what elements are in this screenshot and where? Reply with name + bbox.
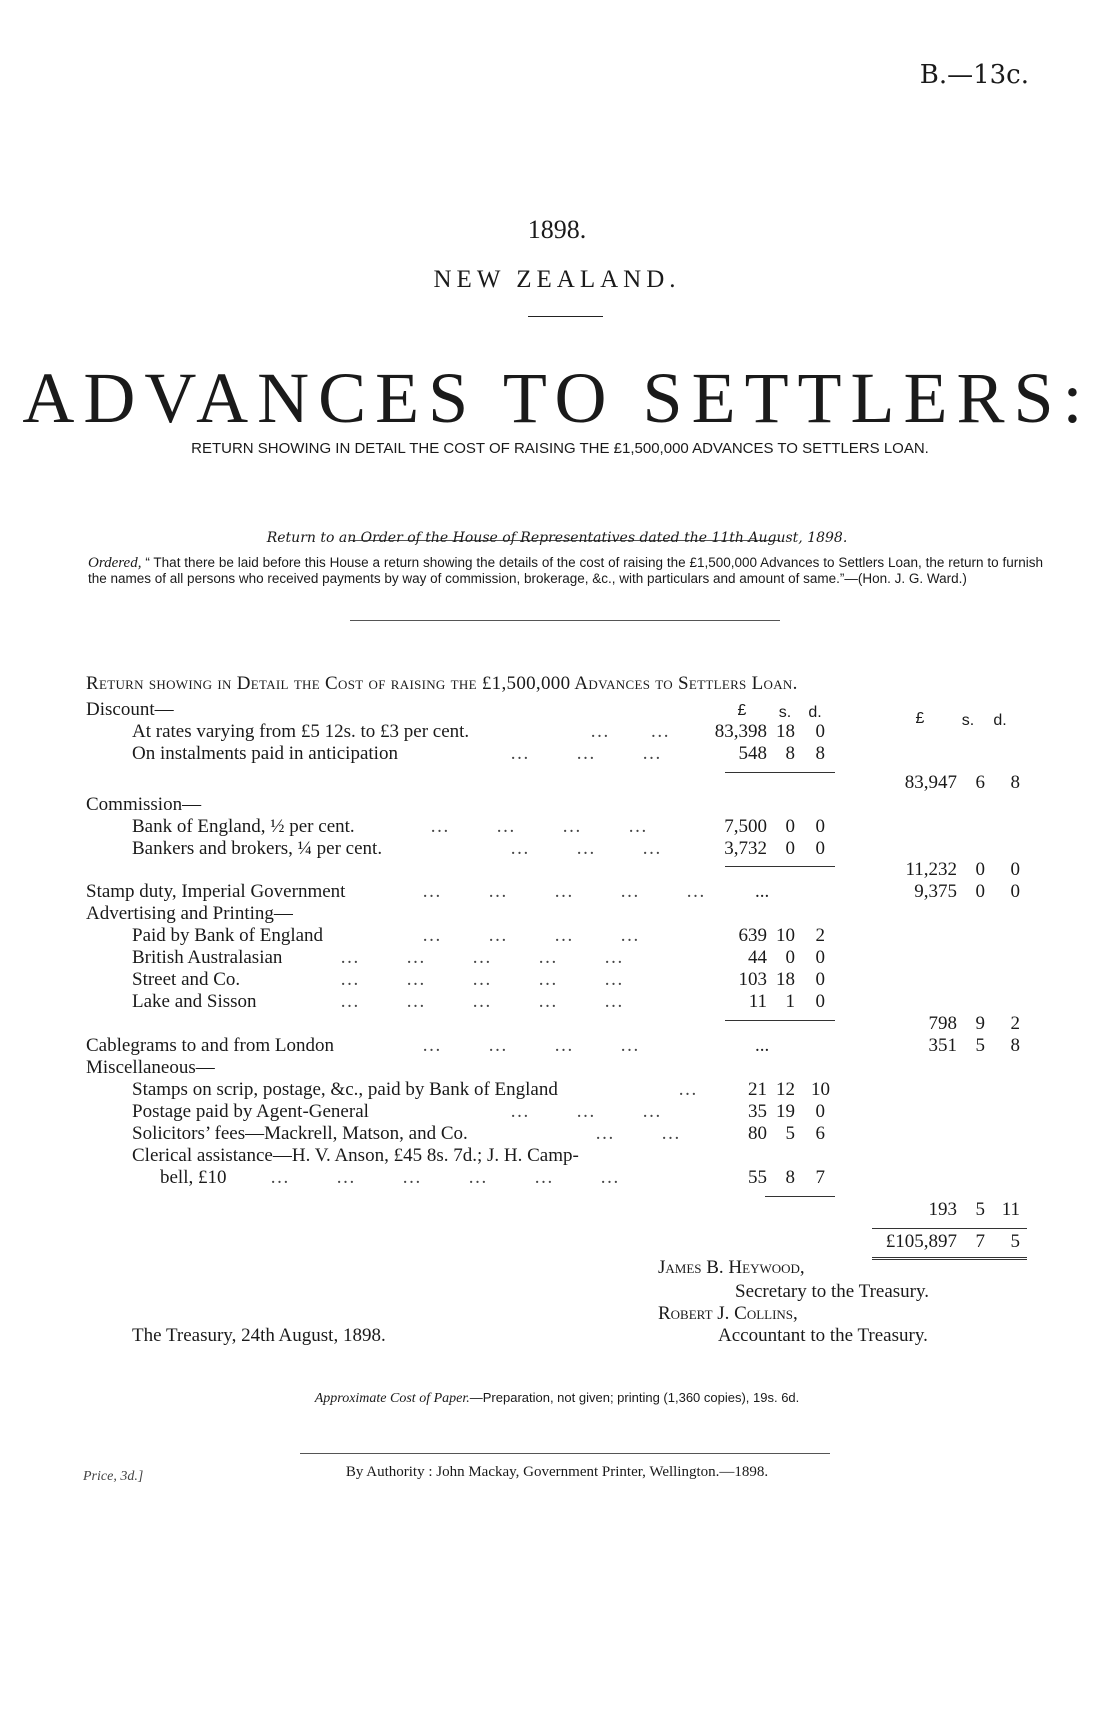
approximate-cost: Approximate Cost of Paper.—Preparation, not given; printing (1,360 copies), 19s. 6d. (314, 1390, 800, 1406)
col-header-shillings-total: s. (961, 712, 975, 729)
table-row-subtotal: 798 9 2 (928, 1013, 1020, 1034)
table-row: bell, £10 … … … … … … 55 8 7 (160, 1167, 825, 1188)
col-header-pence: d. (808, 704, 822, 721)
table-row: Bank of England, ½ per cent. … … … … 7,500 0 0 (132, 816, 825, 837)
document-country: NEW ZEALAND. (433, 266, 681, 293)
total-double-rule (872, 1257, 1027, 1260)
signatory-name-2: Robert J. Collins, (658, 1303, 798, 1324)
divider (528, 316, 603, 317)
document-reference: B.—13c. (919, 60, 1029, 90)
section-label-commission: Commission— (86, 794, 202, 815)
table-row-subtotal: 193 5 11 (928, 1199, 1020, 1220)
signatory-title-2: Accountant to the Treasury. (718, 1325, 928, 1346)
section-label-misc: Miscellaneous— (86, 1057, 215, 1078)
authority-line: By Authority : John Mackay, Government Printer, Wellington.—1898. (345, 1464, 769, 1480)
table-row: Cablegrams to and from London … … … … ... 351 5 8 (86, 1035, 1020, 1056)
table-heading: Return showing in Detail the Cost of raising the £1,500,000 Advances to Settlers Loan. (86, 673, 798, 694)
table-row: At rates varying from £5 12s. to £3 per cent. … … 83,398 18 0 (132, 721, 825, 742)
table-row: Stamps on scrip, postage, &c., paid by Bank of England … 21 12 10 (132, 1079, 830, 1100)
page-subtitle: RETURN SHOWING IN DETAIL THE COST OF RAISING THE £1,500,000 ADVANCES TO SETTLERS LOAN. (191, 440, 929, 457)
grand-total-row: £105,897 7 5 (885, 1231, 1020, 1252)
table-row: British Australasian … … … … … 44 0 0 (132, 947, 825, 968)
table-row: On instalments paid in anticipation … … … 548 8 8 (132, 743, 825, 764)
signatory-name-1: James B. Heywood, (658, 1257, 805, 1278)
table-row-subtotal: 11,232 0 0 (905, 859, 1020, 880)
col-header-pounds: £ (737, 702, 747, 719)
section-label-discount: Discount— (86, 699, 174, 720)
order-heading: Return to an Order of the House of Representatives dated the 11th August, 1898. (266, 530, 848, 546)
table-row: Street and Co. … … … … … 103 18 0 (132, 969, 825, 990)
page-title: ADVANCES TO SETTLERS: (22, 358, 1092, 438)
table-row: Clerical assistance—H. V. Anson, £45 8s. 7d.; J. H. Camp- (132, 1145, 579, 1166)
table-row: Bankers and brokers, ¼ per cent. … … … 3,732 0 0 (132, 838, 825, 859)
order-text: Ordered, “ That there be laid before this House a return showing the details of the cost of raising the £1,500,000 Advances to Settlers Loan, the return to furnish the names of all persons who received payments by way of commission, brokerage, &c., with particulars and amount of same.”—(Hon. J. G. Ward.) (88, 555, 1043, 586)
divider (300, 1453, 830, 1454)
signatory-title-1: Secretary to the Treasury. (735, 1281, 929, 1302)
table-row: Postage paid by Agent-General … … … 35 19 0 (132, 1101, 825, 1122)
col-header-pence-total: d. (993, 712, 1007, 729)
col-header-pounds-total: £ (915, 710, 925, 727)
section-label-advertising: Advertising and Printing— (86, 903, 293, 924)
subtotal-rule (765, 1196, 835, 1197)
col-header-shillings: s. (778, 704, 792, 721)
place-date: The Treasury, 24th August, 1898. (132, 1325, 386, 1346)
table-row: Solicitors’ fees—Mackrell, Matson, and Co. … … 80 5 6 (132, 1123, 825, 1144)
document-year: 1898. (527, 215, 587, 244)
table-row: Stamp duty, Imperial Government … … … … … ... 9,375 0 0 (86, 881, 1020, 902)
table-row-subtotal: 83,947 6 8 (904, 772, 1020, 793)
divider (350, 620, 780, 621)
table-row: Lake and Sisson … … … … … 11 1 0 (132, 991, 825, 1012)
table-row: Paid by Bank of England … … … … 639 10 2 (132, 925, 825, 946)
total-rule (872, 1228, 1027, 1229)
price-note: Price, 3d.] (83, 1469, 144, 1484)
